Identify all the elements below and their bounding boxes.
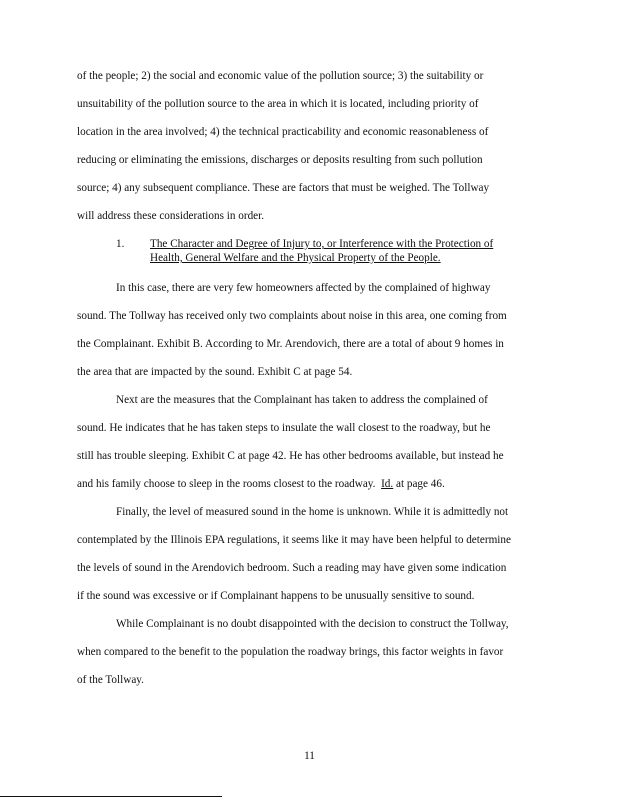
paragraph-2-line-3: the Complainant. Exhibit B. According to Mr. Arendovich, there are a total of about 9 homes in <box>77 338 504 350</box>
paragraph-4-line-3: the levels of sound in the Arendovich bedroom. Such a reading may have given some indication <box>77 562 507 574</box>
paragraph-1-line-4: reducing or eliminating the emissions, discharges or deposits resulting from such pollution <box>77 154 483 166</box>
paragraph-1-line-5: source; 4) any subsequent compliance. These are factors that must be weighed. The Tollway <box>77 182 490 194</box>
section-heading-line-1: The Character and Degree of Injury to, or Interference with the Protection of <box>150 238 494 250</box>
paragraph-5-line-3: of the Tollway. <box>77 674 144 686</box>
paragraph-5-line-1: While Complainant is no doubt disappointed with the decision to construct the Tollway, <box>116 618 509 630</box>
paragraph-1-line-3: location in the area involved; 4) the technical practicability and economic reasonableness of <box>77 126 489 138</box>
section-number: 1. <box>116 238 125 250</box>
paragraph-3-line-3: still has trouble sleeping. Exhibit C at page 42. He has other bedrooms available, but instead he <box>77 450 504 462</box>
paragraph-3-line-2: sound. He indicates that he has taken steps to insulate the wall closest to the roadway, but he <box>77 422 491 434</box>
paragraph-2-line-1: In this case, there are very few homeowners affected by the complained of highway <box>116 282 491 294</box>
paragraph-2-line-4: the area that are impacted by the sound. Exhibit C at page 54. <box>77 366 353 378</box>
page-number: 11 <box>304 750 315 762</box>
footnote-separator <box>0 796 222 797</box>
paragraph-3-line-4 <box>77 477 445 491</box>
paragraph-3-line-4-tail: at page 46. <box>393 478 445 490</box>
paragraph-1-line-1: of the people; 2) the social and economic value of the pollution source; 3) the suitability or <box>77 70 484 82</box>
paragraph-4-line-1: Finally, the level of measured sound in the home is unknown. While it is admittedly not <box>116 506 509 518</box>
id-citation: Id. <box>381 478 394 490</box>
paragraph-2-line-2: sound. The Tollway has received only two complaints about noise in this area, one coming from <box>77 310 507 322</box>
paragraph-1-line-6: will address these considerations in order. <box>77 210 265 222</box>
paragraph-4-line-2: contemplated by the Illinois EPA regulations, it seems like it may have been helpful to determine <box>77 534 511 546</box>
paragraph-5-line-2: when compared to the benefit to the population the roadway brings, this factor weights in favor <box>77 646 504 658</box>
paragraph-4-line-4: if the sound was excessive or if Complainant happens to be unusually sensitive to sound. <box>77 590 475 602</box>
section-heading-line-2: Health, General Welfare and the Physical Property of the People. <box>150 252 441 264</box>
paragraph-1-line-2: unsuitability of the pollution source to the area in which it is located, including priority of <box>77 98 479 110</box>
paragraph-3-line-4-text: and his family choose to sleep in the rooms closest to the roadway. <box>77 478 382 490</box>
paragraph-3-line-1: Next are the measures that the Complainant has taken to address the complained of <box>116 394 488 406</box>
